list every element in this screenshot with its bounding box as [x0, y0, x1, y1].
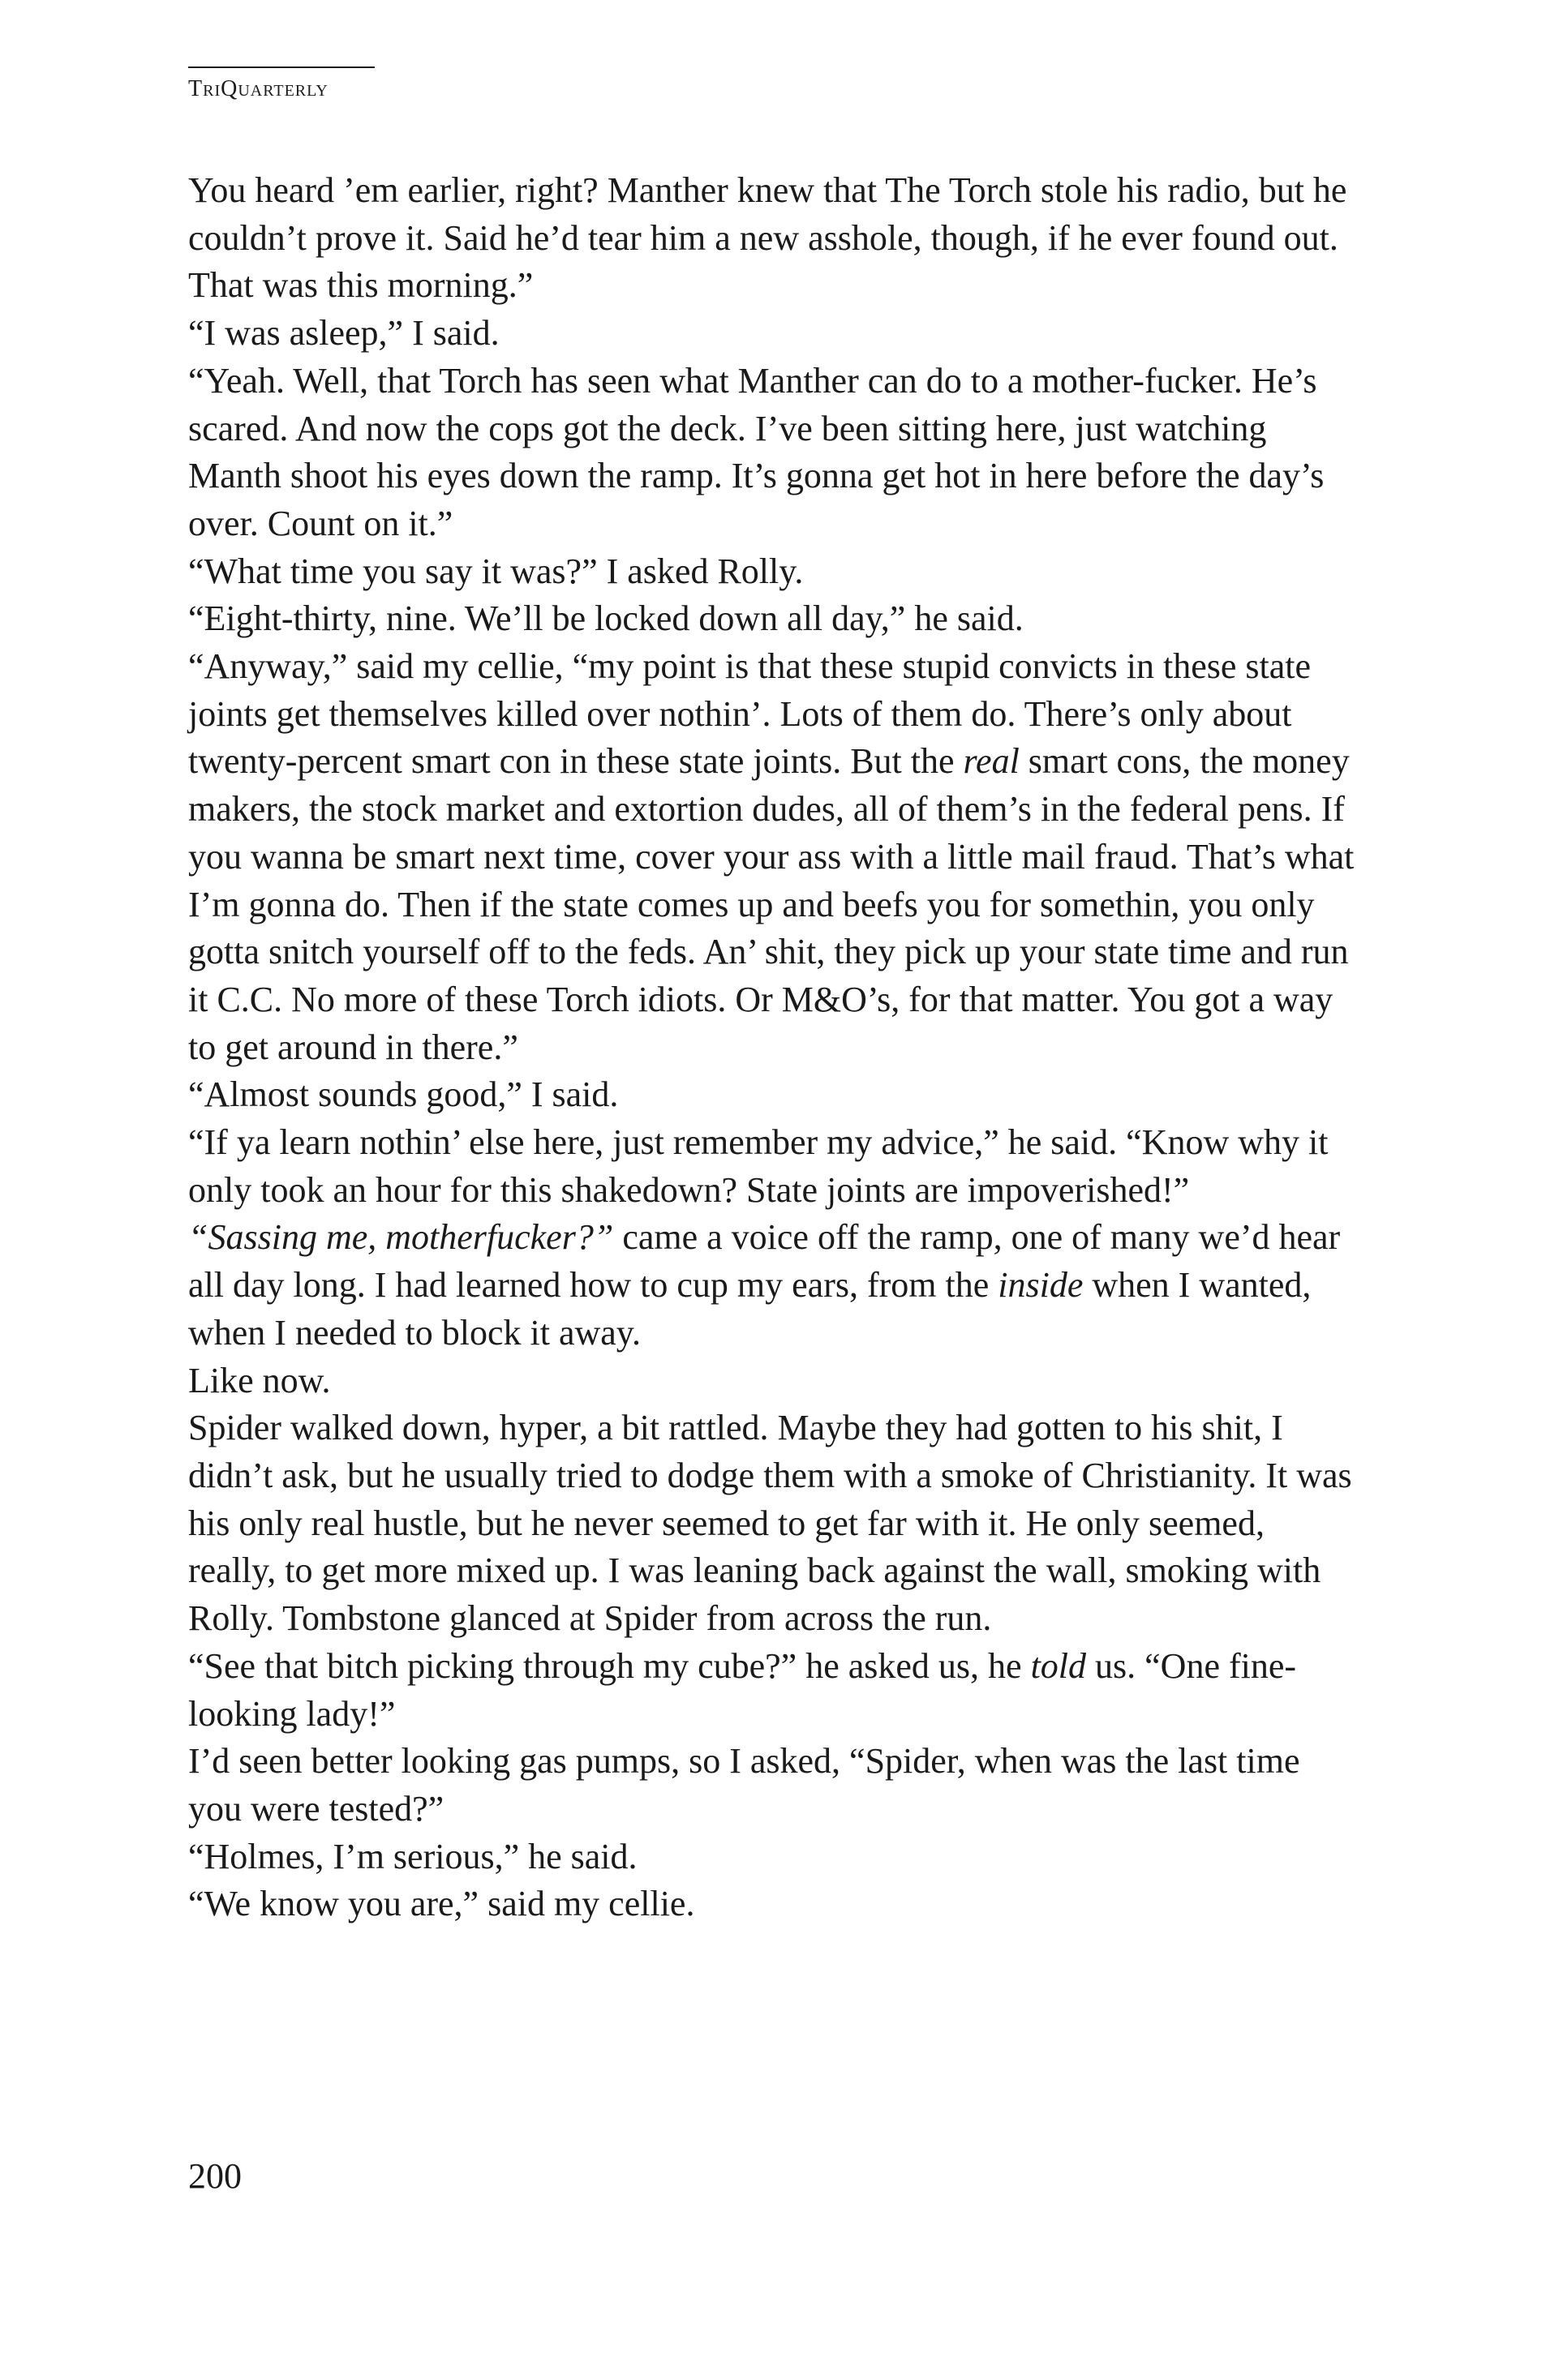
- page-number: 200: [188, 2156, 242, 2196]
- paragraph-15: “We know you are,” said my cellie.: [188, 1884, 695, 1924]
- paragraph-9: “Sassing me, motherfucker?” came a voice off the ramp, one of many we’d hear all day long. I had learned how to cup my ears, from the inside when I wanted, when I needed to block it away.: [188, 1217, 1341, 1353]
- paragraph-4: “What time you say it was?” I asked Rolly.: [188, 551, 804, 591]
- paragraph-6: “Anyway,” said my cellie, “my point is that these stupid convicts in these state joints get themselves killed over nothin’. Lots of them do. There’s only about twenty-percent smart con in these state joints. But the real smart cons, the money makers, the stock market and extortion dudes, all of them’s in the federal pens. If you wanna be smart next time, cover your ass with a little mail fraud. That’s what I’m gonna do. Then if the state comes up and beefs you for somethin, you only gotta snitch yourself off to the feds. An’ shit, they pick up your state time and run it C.C. No more of these Torch idiots. Or M&O’s, for that matter. You got a way to get around in there.”: [188, 646, 1355, 1067]
- paragraph-10: Like now.: [188, 1360, 331, 1400]
- paragraph-12: “See that bitch picking through my cube?” he asked us, he told us. “One fine-looking lady!”: [188, 1645, 1297, 1734]
- running-head: TriQuarterly: [188, 66, 375, 102]
- italic-emphasis: inside: [998, 1265, 1084, 1306]
- italic-emphasis: real: [963, 741, 1020, 782]
- paragraph-5: “Eight-thirty, nine. We’ll be locked down all day,” he said.: [188, 598, 1024, 639]
- paragraph-7: “Almost sounds good,” I said.: [188, 1074, 619, 1115]
- paragraph-3: “Yeah. Well, that Torch has seen what Manther can do to a mother-fucker. He’s scared. And now the cops got the deck. I’ve been sitting here, just watching Manth shoot his eyes down the ramp. It’s gonna get hot in here before the day’s over. Count on it.”: [188, 360, 1325, 543]
- paragraph-13: I’d seen better looking gas pumps, so I asked, “Spider, when was the last time you were tested?”: [188, 1741, 1300, 1829]
- italic-emphasis: “Sassing me, motherfucker?”: [188, 1217, 614, 1258]
- paragraph-1: You heard ’em earlier, right? Manther knew that The Torch stole his radio, but he couldn’t prove it. Said he’d tear him a new asshole, though, if he ever found out. That was this morning.”: [188, 170, 1347, 306]
- body-text: [188, 167, 1356, 1928]
- paragraph-8: “If ya learn nothin’ else here, just remember my advice,” he said. “Know why it only took an hour for this shakedown? State joints are impoverished!”: [188, 1122, 1329, 1210]
- paragraph-14: “Holmes, I’m serious,” he said.: [188, 1836, 638, 1876]
- italic-emphasis: told: [1030, 1645, 1087, 1686]
- paragraph-2: “I was asleep,” I said.: [188, 313, 500, 354]
- paragraph-11: Spider walked down, hyper, a bit rattled. Maybe they had gotten to his shit, I didn’t ask, but he usually tried to dodge them with a smoke of Christianity. It was his only real hustle, but he never seemed to get far with it. He only seemed, really, to get more mixed up. I was leaning back against the wall, smoking with Rolly. Tombstone glanced at Spider from across the run.: [188, 1408, 1352, 1639]
